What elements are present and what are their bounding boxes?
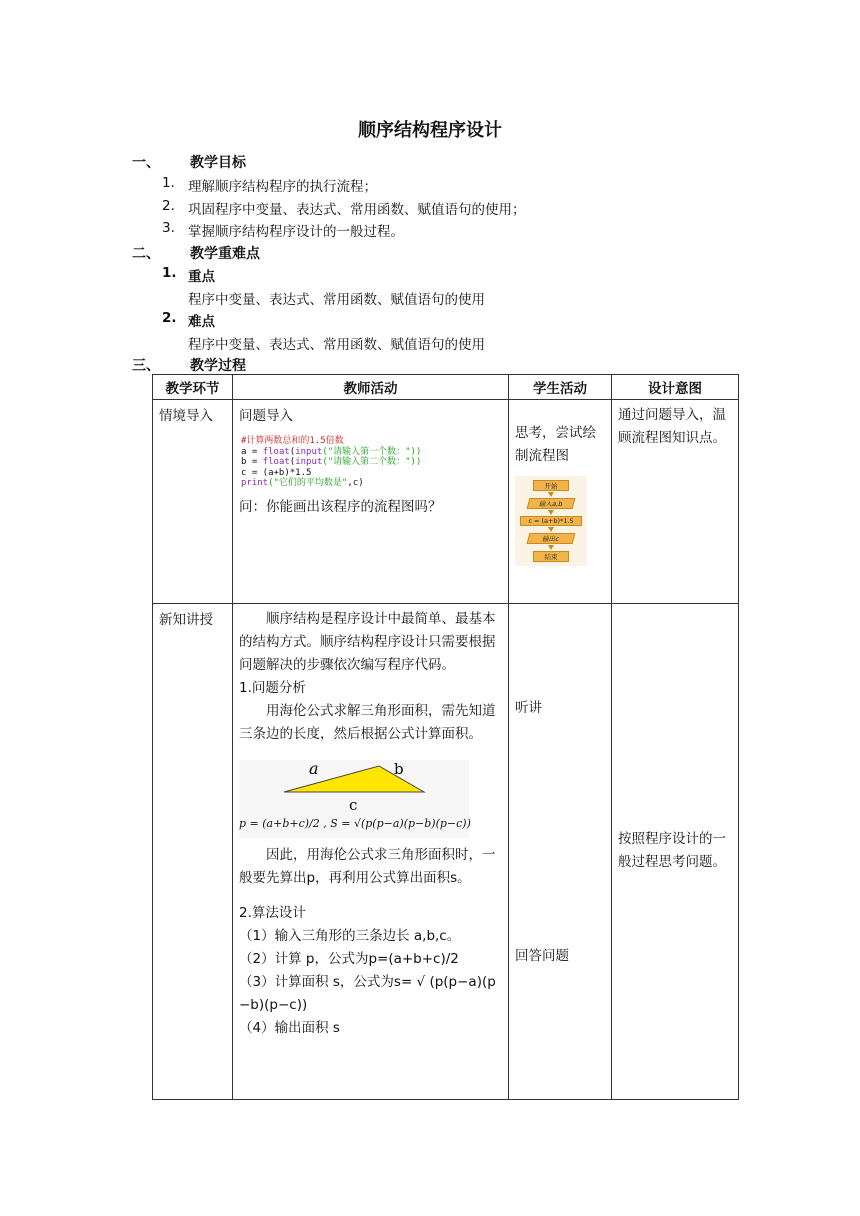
code-text: ( — [289, 457, 296, 467]
section-heading-process — [132, 355, 246, 375]
item-number: 2. — [162, 310, 177, 326]
section-heading-objectives — [132, 152, 246, 172]
objective-item — [162, 175, 377, 195]
code-keyword: float — [262, 446, 290, 457]
header-teacher: 教师活动 — [233, 375, 509, 400]
code-keyword: input — [295, 457, 323, 467]
header-student: 学生活动 — [509, 375, 612, 400]
item-text: 重点 — [188, 269, 215, 285]
algorithm-step: （1）输入三角形的三条边长 a,b,c。 — [239, 928, 461, 944]
intent-cell — [612, 604, 739, 1100]
code-string: ("请输入第二个数：")) — [322, 457, 422, 467]
student-cell — [509, 604, 612, 1100]
code-text: c = (a+b)*1.5 — [241, 467, 312, 478]
code-keyword: float — [262, 457, 290, 467]
section-heading-keypoints — [132, 243, 260, 263]
triangle-svg — [239, 760, 469, 812]
code-text: b = — [241, 457, 263, 467]
code-keyword: print — [241, 478, 269, 488]
intent-cell: 通过问题导入，温顾流程图知识点。 — [612, 400, 739, 604]
student-text: 回答问题 — [515, 948, 569, 964]
side-label-c: c — [349, 796, 358, 812]
keypoint-label — [162, 265, 215, 285]
header-intent: 设计意图 — [612, 375, 739, 400]
algorithm-step: （4）输出面积 s — [239, 1020, 340, 1036]
side-label-b: b — [394, 760, 404, 778]
heron-figure — [239, 760, 469, 838]
code-text: ,c) — [347, 478, 364, 488]
flow-arrow — [548, 545, 554, 550]
section-label: 教学重难点 — [190, 246, 260, 262]
code-text: ( — [289, 446, 296, 457]
item-text: 难点 — [188, 314, 215, 330]
section-number: 一、 — [132, 155, 160, 171]
item-text: 理解顺序结构程序的执行流程； — [188, 179, 377, 195]
teacher-title: 问题导入 — [239, 408, 293, 424]
flowchart-image — [515, 476, 587, 566]
keypoint-label — [162, 310, 215, 330]
code-snippet — [241, 436, 502, 489]
teacher-cell — [233, 604, 509, 1100]
flow-process: c = (a+b)*1.5 — [520, 516, 582, 526]
code-comment: #计算两数总和的1.5倍数 — [241, 436, 344, 446]
flow-end: 结束 — [533, 551, 569, 562]
code-string: ("它们的平均数是" — [268, 478, 348, 488]
table-row — [153, 604, 739, 1100]
section-label: 教学过程 — [190, 358, 246, 374]
flow-arrow — [548, 492, 554, 497]
side-label-a: a — [309, 760, 319, 778]
heron-formula: p = (a+b+c)/2 , S = √(p(p−a)(p−b)(p−c)) — [239, 817, 471, 830]
flow-output: 输出c — [527, 533, 576, 544]
stage-cell: 情境导入 — [153, 400, 233, 604]
section-number: 二、 — [132, 246, 160, 262]
lesson-table — [152, 374, 739, 1100]
algorithm-step: （3）计算面积 s，公式为s= √ (p(p−a)(p — [239, 974, 496, 990]
item-number: 3. — [162, 220, 175, 236]
keypoint-text: 程序中变量、表达式、常用函数、赋值语句的使用 — [188, 337, 485, 353]
code-keyword: input — [295, 446, 323, 457]
algorithm-step: −b)(p−c)) — [239, 997, 308, 1013]
code-string: ("请输入第一个数：")) — [322, 446, 422, 457]
algorithm-step: （2）计算 p，公式为p=(a+b+c)/2 — [239, 951, 459, 967]
page-title: 顺序结构程序设计 — [358, 120, 502, 141]
student-text: 听讲 — [515, 700, 542, 716]
objective-item — [162, 220, 404, 240]
keypoint-text: 程序中变量、表达式、常用函数、赋值语句的使用 — [188, 292, 485, 308]
question-text: 问：你能画出该程序的流程图吗？ — [239, 498, 442, 515]
teacher-cell — [233, 400, 509, 604]
flow-start: 开始 — [533, 480, 569, 491]
section-label: 教学目标 — [190, 155, 246, 171]
item-number: 2. — [162, 198, 175, 214]
flow-arrow — [548, 527, 554, 532]
conclusion-paragraph: 因此，用海伦公式求三角形面积时，一般要先算出p，再利用公式算出面积s。 — [239, 847, 496, 886]
analysis-title: 1.问题分析 — [239, 680, 306, 696]
algorithm-title: 2.算法设计 — [239, 905, 306, 921]
student-cell — [509, 400, 612, 604]
section-number: 三、 — [132, 358, 160, 374]
flow-arrow — [548, 510, 554, 515]
stage-cell: 新知讲授 — [153, 604, 233, 1100]
code-text: a = — [241, 446, 263, 457]
item-number: 1. — [162, 175, 175, 191]
item-number: 1. — [162, 265, 177, 281]
item-text: 巩固程序中变量、表达式、常用函数、赋值语句的使用； — [188, 202, 526, 218]
student-text: 思考，尝试绘制流程图 — [515, 425, 596, 464]
objective-item — [162, 198, 526, 218]
intro-paragraph: 顺序结构是程序设计中最简单、最基本的结构方式。顺序结构程序设计只需要根据问题解决的步骤依次编写程序代码。 — [239, 611, 496, 673]
analysis-paragraph: 用海伦公式求解三角形面积，需先知道三条边的长度，然后根据公式计算面积。 — [239, 703, 496, 742]
header-stage: 教学环节 — [153, 375, 233, 400]
table-row — [153, 400, 739, 604]
item-text: 掌握顺序结构程序设计的一般过程。 — [188, 224, 404, 240]
intent-text: 按照程序设计的一般过程思考问题。 — [618, 831, 726, 870]
table-header-row — [153, 375, 739, 400]
flow-input: 输入a,b — [527, 498, 576, 509]
